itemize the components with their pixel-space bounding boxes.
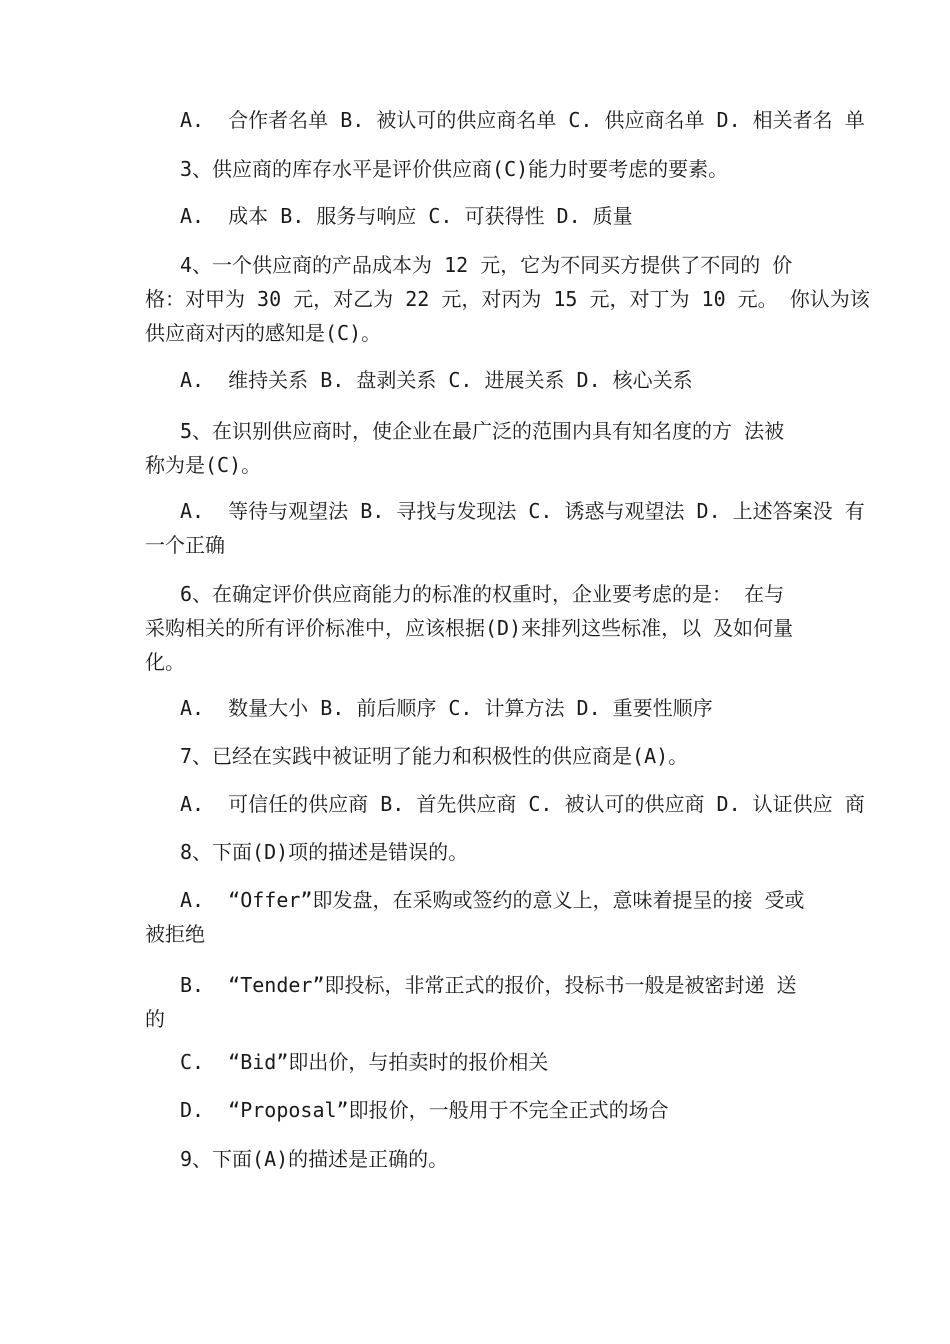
question-6-line-3: 化。 <box>145 650 185 674</box>
option-line-q2: A. 合作者名单 B. 被认可的供应商名单 C. 供应商名单 D. 相关者名 单 <box>180 108 865 132</box>
option-line-q5-2: 一个正确 <box>145 533 225 557</box>
question-4-line-1: 4、一个供应商的产品成本为 12 元，它为不同买方提供了不同的 价 <box>180 253 793 277</box>
option-b-q8-line-1: B. “Tender”即投标，非常正式的报价，投标书一般是被密封递 送 <box>180 973 797 997</box>
option-a-q8-line-2: 被拒绝 <box>145 922 205 946</box>
question-4-line-2: 格：对甲为 30 元，对乙为 22 元，对丙为 15 元，对丁为 10 元。 你认为该 <box>145 287 870 311</box>
option-c-q8: C. “Bid”即出价，与拍卖时的报价相关 <box>180 1050 549 1074</box>
question-8: 8、下面(D)项的描述是错误的。 <box>180 840 469 864</box>
question-5-line-2: 称为是(C)。 <box>145 453 262 477</box>
option-line-q4: A. 维持关系 B. 盘剥关系 C. 进展关系 D. 核心关系 <box>180 368 693 392</box>
option-line-q5-1: A. 等待与观望法 B. 寻找与发现法 C. 诱惑与观望法 D. 上述答案没 有 <box>180 499 865 523</box>
question-6-line-1: 6、在确定评价供应商能力的标准的权重时，企业要考虑的是： 在与 <box>180 582 785 606</box>
question-6-line-2: 采购相关的所有评价标准中，应该根据(D)来排列这些标准，以 及如何量 <box>145 616 794 640</box>
option-line-q3: A. 成本 B. 服务与响应 C. 可获得性 D. 质量 <box>180 204 633 228</box>
option-line-q6: A. 数量大小 B. 前后顺序 C. 计算方法 D. 重要性顺序 <box>180 696 713 720</box>
question-5-line-1: 5、在识别供应商时，使企业在最广泛的范围内具有知名度的方 法被 <box>180 419 785 443</box>
option-d-q8: D. “Proposal”即报价，一般用于不完全正式的场合 <box>180 1098 669 1122</box>
question-9: 9、下面(A)的描述是正确的。 <box>180 1147 449 1171</box>
option-b-q8-line-2: 的 <box>145 1007 165 1031</box>
question-4-line-3: 供应商对丙的感知是(C)。 <box>145 321 382 345</box>
question-3: 3、供应商的库存水平是评价供应商(C)能力时要考虑的要素。 <box>180 157 729 181</box>
question-7: 7、已经在实践中被证明了能力和积极性的供应商是(A)。 <box>180 744 689 768</box>
option-a-q8-line-1: A. “Offer”即发盘，在采购或签约的意义上，意味着提呈的接 受或 <box>180 888 805 912</box>
option-line-q7: A. 可信任的供应商 B. 首先供应商 C. 被认可的供应商 D. 认证供应 商 <box>180 792 865 816</box>
